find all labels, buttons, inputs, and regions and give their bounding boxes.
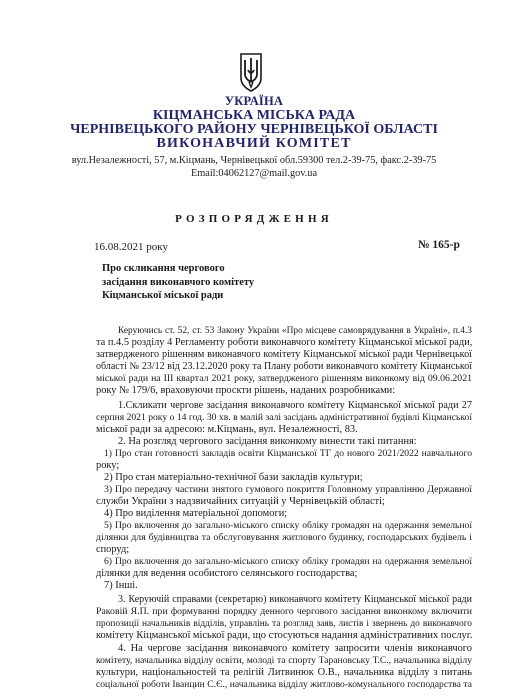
- paragraph-4: [96, 643, 472, 691]
- agenda-item-6: [96, 556, 472, 580]
- subject-line: засідання виконавчого комітету: [102, 276, 255, 288]
- body-line: 2. На розгляд чергового засідання виконкому винести такі питання:: [118, 436, 417, 447]
- body-line: ділянки для ведення особистого селянського господарства;: [96, 568, 358, 579]
- body-line: затвердженого рішенням виконавчого комітету Кіцманської міської ради Чернівецької: [96, 349, 472, 360]
- paragraph-3: [96, 594, 472, 642]
- body-line: 2) Про стан матеріально-технічної бази закладів культури;: [104, 472, 363, 483]
- council-name: КІЦМАНСЬКА МІСЬКА РАДА: [152, 108, 356, 123]
- agenda-item-5: [96, 520, 472, 556]
- body-line: служби України з надзвичайних ситуацій у Чернівецькій області;: [96, 496, 385, 507]
- document-title: РОЗПОРЯДЖЕННЯ: [175, 213, 333, 225]
- committee-name: ВИКОНАВЧИЙ КОМІТЕТ: [156, 136, 352, 151]
- body-line: соціальної роботи Іванцин С.Є., начальника відділу житлово-комунального господарства та: [96, 679, 472, 690]
- body-line: та п.4.5 розділу 4 Регламенту роботи виконавчого комітету Кіцманської міської ради,: [96, 337, 472, 348]
- body-line: ділянки для будівництва та обслуговування житлового будинку, господарських будівель і: [96, 532, 472, 543]
- body-line: серпня 2021 року о 14 год. 30 хв. в малій залі засідань адміністративної будівлі Кіцманської: [96, 412, 472, 423]
- agenda-item-1: [96, 448, 472, 472]
- agenda-item-3: [96, 484, 472, 508]
- body-line: року № 179/6, враховуючи проскти рішень, наданих розробниками:: [96, 385, 396, 396]
- subject-line: Про скликання чергового: [102, 263, 225, 274]
- document-number: № 165-р: [418, 239, 460, 251]
- district-name: ЧЕРНІВЕЦЬКОГО РАЙОНУ ЧЕРНІВЕЦЬКОЇ ОБЛАСТІ: [70, 122, 438, 137]
- body-line: року;: [96, 460, 120, 471]
- document-date: 16.08.2021 року: [94, 241, 168, 253]
- body-line: культури, національностей та релігій Литвинюк О.В., начальника відділу з питань: [96, 667, 472, 678]
- agenda-item-2: [96, 472, 472, 484]
- email-line[interactable]: Email:04062127@mail.gov.ua: [190, 168, 318, 179]
- body-line: міської ради за адресою: м.Кіцмань, вул. Незалежності, 83.: [96, 424, 358, 435]
- body-line: 1.Скликати чергове засідання виконавчого комітету Кіцманської міської ради 27: [118, 400, 472, 411]
- body-line: області № 23/12 від 23.12.2020 року та Плану роботи виконавчого комітету Кіцманської: [96, 361, 472, 372]
- body-line: пропозиції начальників відділів, управлінь та розгляд заяв, листів і звернень до виконавчого: [96, 619, 472, 629]
- body-line: міської ради на ІІІ квартал 2021 року, затвердженого рішенням виконкому від 09.06.2021: [96, 373, 472, 384]
- body-line: 1) Про стан готовності закладів освіти Кіцманської ТГ до нового 2021/2022 навчального: [104, 448, 472, 459]
- body-line: комітету Кіцманської міської ради, що стосуються надання адміністративних послуг.: [96, 630, 472, 641]
- paragraph-1: [96, 400, 472, 436]
- country-name: УКРАЇНА: [224, 94, 284, 108]
- address-line: вул.Незалежності, 57, м.Кіцмань, Чернівецької обл.59300 тел.2-39-75, факс.2-39-75: [71, 155, 437, 166]
- body-line: споруд;: [96, 544, 130, 555]
- agenda-item-7: [96, 580, 472, 592]
- body-line: 6) Про включення до загально-міського списку обліку громадян на одержання земельної: [104, 556, 472, 567]
- body-line: 3) Про передачу частини знятого гумового покриття Головному управлінню Державної: [104, 484, 472, 495]
- trident-emblem-icon: [238, 52, 264, 92]
- body-line: 4. На чергове засідання виконавчого комітету запросити членів виконавчого: [118, 643, 472, 654]
- body-line: 4) Про виділення матеріальної допомоги;: [104, 508, 288, 519]
- body-line: Раковій Я.П. при формуванні порядку денного чергового засідання виконкому включити: [96, 606, 472, 617]
- paragraph-2: [96, 436, 472, 448]
- agenda-item-4: [96, 508, 472, 520]
- body-line: 7) Інші.: [104, 580, 138, 591]
- body-line: комітету, начальника відділу освіти, молоді та спорту Тарановську Т.С., начальника відділу: [96, 655, 472, 666]
- preamble-paragraph: [96, 325, 472, 397]
- body-line: 5) Про включення до загально-міського списку обліку громадян на одержання земельної: [104, 520, 472, 531]
- body-line: 3. Керуючій справами (секретарю) виконавчого комітету Кіцманської міської ради: [118, 594, 472, 605]
- body-line: Керуючись ст. 52, ст. 53 Закону України «Про місцеве самоврядування в Україні», п.4.3: [118, 326, 472, 336]
- subject-line: Кіцманської міської ради: [102, 290, 224, 301]
